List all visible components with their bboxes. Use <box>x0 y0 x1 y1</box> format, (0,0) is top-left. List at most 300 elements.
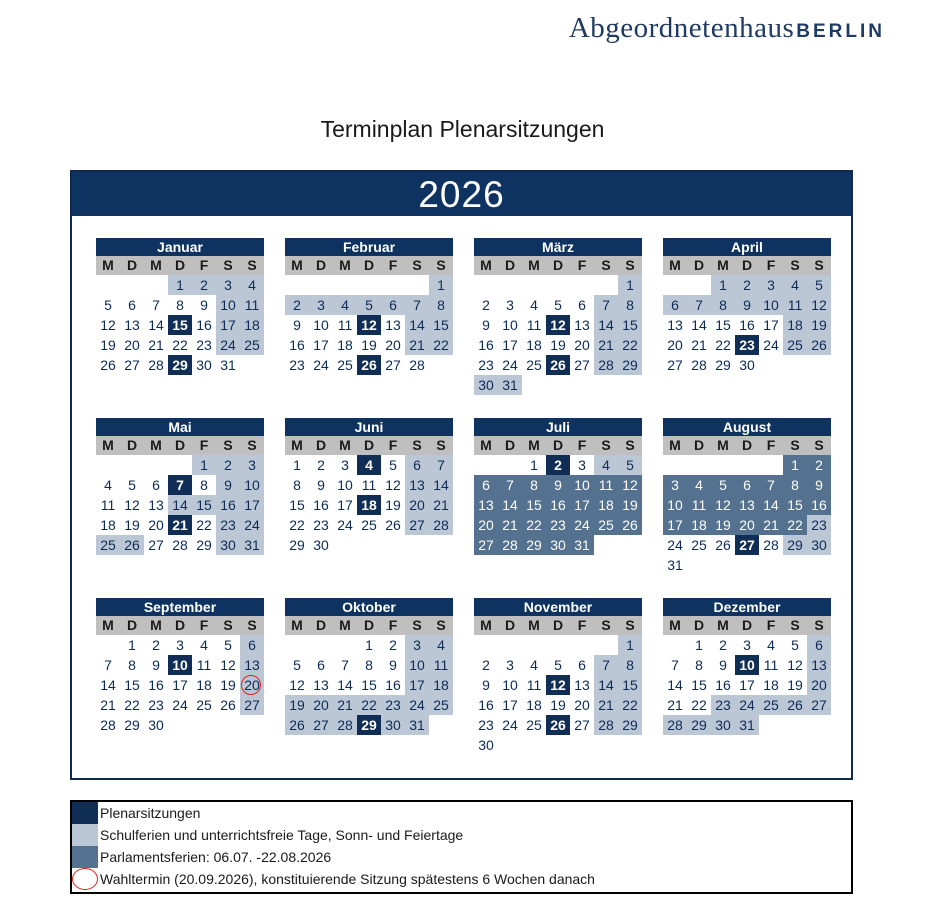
day-cell: 16 <box>289 337 305 353</box>
weekday-label: D <box>126 617 138 633</box>
day-cell: 27 <box>667 357 683 373</box>
day-cell: 11 <box>783 295 807 315</box>
day-cell: 25 <box>240 335 264 355</box>
day-cell: 22 <box>783 515 807 535</box>
day-cell: 25 <box>594 515 618 535</box>
day-cell: 19 <box>124 517 140 533</box>
election-day: 20 <box>240 675 264 695</box>
day-cell: 28 <box>763 537 779 553</box>
day-cell: 21 <box>148 337 164 353</box>
day-cell: 24 <box>405 695 429 715</box>
day-cell: 12 <box>618 475 642 495</box>
election-swatch <box>72 868 98 890</box>
day-cell: 14 <box>405 315 429 335</box>
weekday-label: S <box>814 437 824 453</box>
weekday-label: D <box>693 437 705 453</box>
month-name: Mai <box>96 418 264 436</box>
weekday-label: D <box>315 257 327 273</box>
day-cell: 7 <box>405 295 429 315</box>
day-cell: 9 <box>152 657 160 673</box>
weekday-label: M <box>291 617 303 633</box>
weekday-label: M <box>717 437 729 453</box>
day-cell: 29 <box>783 535 807 555</box>
weekday-label: D <box>693 617 705 633</box>
weekday-label: M <box>339 617 351 633</box>
day-cell: 12 <box>787 657 803 673</box>
day-cell: 11 <box>240 295 264 315</box>
weekday-label: S <box>625 257 635 273</box>
weekday-label: D <box>504 617 516 633</box>
month-november <box>474 598 642 755</box>
day-cell: 8 <box>522 475 546 495</box>
day-cell: 25 <box>196 697 212 713</box>
day-cell: 2 <box>389 637 397 653</box>
day-cell: 17 <box>570 495 594 515</box>
day-cell: 20 <box>807 675 831 695</box>
day-grid <box>96 455 264 555</box>
day-cell: 7 <box>671 657 679 673</box>
day-cell: 27 <box>124 357 140 373</box>
day-cell: 23 <box>478 357 494 373</box>
day-cell: 15 <box>192 495 216 515</box>
month-april <box>663 238 831 375</box>
day-cell: 13 <box>667 317 683 333</box>
day-cell: 4 <box>240 275 264 295</box>
day-cell: 22 <box>289 517 305 533</box>
day-cell: 19 <box>220 677 236 693</box>
day-cell: 28 <box>429 515 453 535</box>
day-cell: 24 <box>313 357 329 373</box>
day-cell: 1 <box>293 457 301 473</box>
day-cell: 10 <box>313 317 329 333</box>
day-cell: 26 <box>220 697 236 713</box>
day-cell: 12 <box>220 657 236 673</box>
day-cell: 18 <box>526 697 542 713</box>
day-cell: 5 <box>618 455 642 475</box>
day-cell: 22 <box>691 697 707 713</box>
weekday-row <box>474 436 642 455</box>
day-cell: 12 <box>289 677 305 693</box>
day-cell: 8 <box>176 297 184 313</box>
day-cell: 4 <box>687 475 711 495</box>
weekday-label: D <box>741 257 753 273</box>
day-cell: 21 <box>333 695 357 715</box>
weekday-label: S <box>790 617 800 633</box>
day-cell: 25 <box>361 517 377 533</box>
day-cell: 25 <box>337 357 353 373</box>
day-cell: 21 <box>667 697 683 713</box>
day-cell: 27 <box>807 695 831 715</box>
day-cell: 30 <box>807 535 831 555</box>
day-cell: 20 <box>574 697 590 713</box>
day-cell: 23 <box>289 357 305 373</box>
day-cell: 10 <box>337 477 353 493</box>
day-cell: 14 <box>667 677 683 693</box>
weekday-label: F <box>577 437 587 453</box>
day-cell: 30 <box>381 715 405 735</box>
day-cell: 13 <box>313 677 329 693</box>
day-cell: 20 <box>385 337 401 353</box>
day-cell: 24 <box>502 717 518 733</box>
day-cell: 19 <box>550 697 566 713</box>
day-cell: 9 <box>293 317 301 333</box>
weekday-label: S <box>436 257 446 273</box>
day-cell: 24 <box>763 337 779 353</box>
day-cell: 24 <box>172 697 188 713</box>
day-cell: 26 <box>120 535 144 555</box>
day-cell: 8 <box>618 655 642 675</box>
day-cell: 13 <box>735 495 759 515</box>
day-cell: 6 <box>807 635 831 655</box>
weekday-label: F <box>766 437 776 453</box>
day-cell: 1 <box>618 635 642 655</box>
day-cell: 8 <box>783 475 807 495</box>
day-cell: 24 <box>502 357 518 373</box>
weekday-label: M <box>528 617 540 633</box>
day-cell: 19 <box>807 315 831 335</box>
weekday-row <box>285 436 453 455</box>
month-dezember <box>663 598 831 735</box>
day-cell: 8 <box>618 295 642 315</box>
day-cell: 11 <box>526 317 542 333</box>
day-cell: 12 <box>124 497 140 513</box>
day-cell: 20 <box>124 337 140 353</box>
day-cell: 21 <box>429 495 453 515</box>
day-cell: 28 <box>498 535 522 555</box>
day-cell: 26 <box>285 715 309 735</box>
day-cell: 10 <box>502 317 518 333</box>
day-cell: 29 <box>196 537 212 553</box>
day-cell: 3 <box>341 457 349 473</box>
weekday-label: D <box>504 437 516 453</box>
day-cell: 5 <box>554 297 562 313</box>
day-cell: 11 <box>100 497 116 513</box>
day-cell: 5 <box>711 475 735 495</box>
day-cell: 9 <box>482 677 490 693</box>
weekday-label: M <box>150 257 162 273</box>
weekday-label: M <box>480 617 492 633</box>
weekday-label: M <box>480 437 492 453</box>
session-day: 2 <box>546 455 570 475</box>
weekday-label: F <box>766 617 776 633</box>
day-cell: 16 <box>216 495 240 515</box>
day-cell: 5 <box>791 637 799 653</box>
weekday-label: S <box>247 257 257 273</box>
weekday-row <box>96 256 264 275</box>
day-cell: 9 <box>482 317 490 333</box>
weekday-row <box>96 616 264 635</box>
day-cell: 2 <box>192 275 216 295</box>
day-grid <box>96 635 264 735</box>
day-cell: 6 <box>578 297 586 313</box>
day-grid <box>285 455 453 555</box>
day-cell: 9 <box>216 475 240 495</box>
day-cell: 2 <box>152 637 160 653</box>
month-juli <box>474 418 642 555</box>
page-title: Terminplan Plenarsitzungen <box>320 116 605 142</box>
day-cell: 23 <box>711 695 735 715</box>
day-cell: 28 <box>691 357 707 373</box>
day-cell: 10 <box>216 295 240 315</box>
day-cell: 31 <box>735 715 759 735</box>
day-cell: 20 <box>148 517 164 533</box>
month-name: August <box>663 418 831 436</box>
session-day: 29 <box>168 355 192 375</box>
day-cell: 16 <box>715 677 731 693</box>
day-cell: 31 <box>498 375 522 395</box>
weekday-label: F <box>199 617 209 633</box>
day-cell: 19 <box>100 337 116 353</box>
day-cell: 16 <box>478 337 494 353</box>
day-cell: 16 <box>313 497 329 513</box>
day-cell: 20 <box>309 695 333 715</box>
month-name: Februar <box>285 238 453 256</box>
day-cell: 3 <box>759 275 783 295</box>
day-cell: 11 <box>763 657 779 673</box>
weekday-label: M <box>102 617 114 633</box>
month-name: September <box>96 598 264 616</box>
day-cell: 29 <box>522 535 546 555</box>
day-cell: 4 <box>594 455 618 475</box>
day-cell: 6 <box>663 295 687 315</box>
month-name: November <box>474 598 642 616</box>
day-cell: 17 <box>240 495 264 515</box>
month-februar <box>285 238 453 375</box>
day-cell: 1 <box>711 275 735 295</box>
day-cell: 14 <box>100 677 116 693</box>
day-cell: 28 <box>172 537 188 553</box>
day-cell: 21 <box>405 335 429 355</box>
day-cell: 31 <box>570 535 594 555</box>
day-cell: 30 <box>148 717 164 733</box>
day-cell: 9 <box>546 475 570 495</box>
day-cell: 20 <box>474 515 498 535</box>
day-cell: 2 <box>285 295 309 315</box>
day-cell: 15 <box>783 495 807 515</box>
day-cell: 4 <box>767 637 775 653</box>
day-cell: 1 <box>783 455 807 475</box>
weekday-label: D <box>315 437 327 453</box>
day-cell: 27 <box>240 695 264 715</box>
weekday-label: F <box>577 257 587 273</box>
day-cell: 7 <box>152 297 160 313</box>
day-grid <box>285 275 453 375</box>
session-day: 26 <box>546 355 570 375</box>
day-cell: 19 <box>550 337 566 353</box>
day-cell: 13 <box>405 475 429 495</box>
weekday-label: D <box>315 617 327 633</box>
day-cell: 5 <box>389 457 397 473</box>
day-cell: 19 <box>618 495 642 515</box>
day-cell: 13 <box>240 655 264 675</box>
session-day: 12 <box>546 315 570 335</box>
day-cell: 6 <box>735 475 759 495</box>
day-cell: 22 <box>618 695 642 715</box>
day-cell: 20 <box>574 337 590 353</box>
weekday-label: S <box>814 617 824 633</box>
weekday-label: S <box>412 437 422 453</box>
day-cell: 24 <box>735 695 759 715</box>
weekday-label: M <box>480 257 492 273</box>
day-cell: 22 <box>196 517 212 533</box>
session-day: 15 <box>168 315 192 335</box>
day-cell: 3 <box>506 657 514 673</box>
day-cell: 26 <box>618 515 642 535</box>
day-cell: 15 <box>289 497 305 513</box>
day-cell: 13 <box>124 317 140 333</box>
month-name: Juni <box>285 418 453 436</box>
day-cell: 27 <box>309 715 333 735</box>
session-day: 27 <box>735 535 759 555</box>
legend-item <box>72 824 851 846</box>
day-cell: 3 <box>240 455 264 475</box>
day-cell: 1 <box>429 275 453 295</box>
day-cell: 31 <box>667 557 683 573</box>
day-cell: 21 <box>759 515 783 535</box>
month-mai <box>96 418 264 555</box>
day-cell: 30 <box>313 537 329 553</box>
day-grid <box>663 635 831 735</box>
legend <box>70 800 853 894</box>
day-cell: 15 <box>429 315 453 335</box>
day-cell: 23 <box>148 697 164 713</box>
day-cell: 12 <box>385 477 401 493</box>
day-cell: 14 <box>594 315 618 335</box>
day-cell: 6 <box>128 297 136 313</box>
day-cell: 10 <box>502 677 518 693</box>
weekday-row <box>285 256 453 275</box>
day-cell: 6 <box>578 657 586 673</box>
legend-text: Wahltermin (20.09.2026), konstituierende Sitzung spätestens 6 Wochen danach <box>100 871 595 887</box>
session-day: 26 <box>357 355 381 375</box>
weekday-label: D <box>126 437 138 453</box>
day-cell: 11 <box>687 495 711 515</box>
day-grid <box>96 275 264 375</box>
day-cell: 25 <box>759 695 783 715</box>
weekday-label: S <box>790 437 800 453</box>
day-cell: 17 <box>502 697 518 713</box>
day-cell: 27 <box>405 515 429 535</box>
day-cell: 2 <box>216 455 240 475</box>
day-grid <box>474 635 642 755</box>
day-cell: 15 <box>691 677 707 693</box>
day-cell: 27 <box>574 717 590 733</box>
day-cell: 4 <box>530 297 538 313</box>
day-cell: 24 <box>570 515 594 535</box>
day-cell: 17 <box>313 337 329 353</box>
day-cell: 16 <box>546 495 570 515</box>
holiday-swatch <box>72 824 98 846</box>
day-cell: 3 <box>405 635 429 655</box>
day-cell: 25 <box>526 717 542 733</box>
day-cell: 11 <box>526 677 542 693</box>
day-cell: 25 <box>783 335 807 355</box>
weekday-label: M <box>669 437 681 453</box>
weekday-row <box>663 616 831 635</box>
month-grid <box>72 172 851 778</box>
day-cell: 4 <box>783 275 807 295</box>
day-cell: 8 <box>293 477 301 493</box>
day-cell: 7 <box>594 295 618 315</box>
day-cell: 11 <box>594 475 618 495</box>
day-cell: 8 <box>429 295 453 315</box>
day-cell: 27 <box>148 537 164 553</box>
month-name: Dezember <box>663 598 831 616</box>
day-cell: 19 <box>385 497 401 513</box>
day-cell: 9 <box>317 477 325 493</box>
month-juni <box>285 418 453 555</box>
day-cell: 3 <box>663 475 687 495</box>
logo-word-1: Abgeordnetenhaus <box>568 12 795 44</box>
month-name: März <box>474 238 642 256</box>
weekday-label: D <box>363 437 375 453</box>
day-cell: 6 <box>152 477 160 493</box>
logo-word-2: BERLIN <box>796 21 885 42</box>
session-day: 7 <box>168 475 192 495</box>
day-cell: 27 <box>574 357 590 373</box>
day-cell: 5 <box>807 275 831 295</box>
day-cell: 30 <box>216 535 240 555</box>
weekday-label: S <box>223 257 233 273</box>
weekday-label: M <box>339 437 351 453</box>
day-cell: 25 <box>96 535 120 555</box>
day-cell: 7 <box>429 455 453 475</box>
day-cell: 5 <box>554 657 562 673</box>
day-cell: 1 <box>168 275 192 295</box>
day-grid <box>474 455 642 555</box>
day-cell: 4 <box>429 635 453 655</box>
day-cell: 9 <box>807 475 831 495</box>
weekday-label: D <box>741 617 753 633</box>
weekday-label: M <box>339 257 351 273</box>
weekday-label: F <box>577 617 587 633</box>
weekday-label: S <box>247 617 257 633</box>
day-cell: 23 <box>546 515 570 535</box>
day-cell: 11 <box>429 655 453 675</box>
weekday-row <box>663 436 831 455</box>
day-cell: 2 <box>735 275 759 295</box>
month-märz <box>474 238 642 395</box>
day-cell: 5 <box>224 637 232 653</box>
weekday-label: S <box>223 617 233 633</box>
day-cell: 21 <box>594 335 618 355</box>
weekday-row <box>474 256 642 275</box>
day-cell: 18 <box>526 337 542 353</box>
day-cell: 1 <box>695 637 703 653</box>
calendar-frame <box>70 170 853 780</box>
day-cell: 12 <box>100 317 116 333</box>
day-cell: 1 <box>128 637 136 653</box>
day-cell: 2 <box>317 457 325 473</box>
weekday-label: F <box>388 617 398 633</box>
day-cell: 19 <box>787 677 803 693</box>
weekday-label: D <box>693 257 705 273</box>
day-cell: 17 <box>739 677 755 693</box>
day-cell: 6 <box>474 475 498 495</box>
day-cell: 13 <box>474 495 498 515</box>
session-day: 10 <box>735 655 759 675</box>
weekday-row <box>663 256 831 275</box>
day-cell: 30 <box>474 375 498 395</box>
weekday-label: M <box>669 257 681 273</box>
day-cell: 3 <box>743 637 751 653</box>
day-cell: 4 <box>333 295 357 315</box>
day-cell: 25 <box>429 695 453 715</box>
day-cell: 22 <box>357 695 381 715</box>
day-cell: 2 <box>482 297 490 313</box>
day-grid <box>285 635 453 735</box>
day-cell: 17 <box>663 515 687 535</box>
